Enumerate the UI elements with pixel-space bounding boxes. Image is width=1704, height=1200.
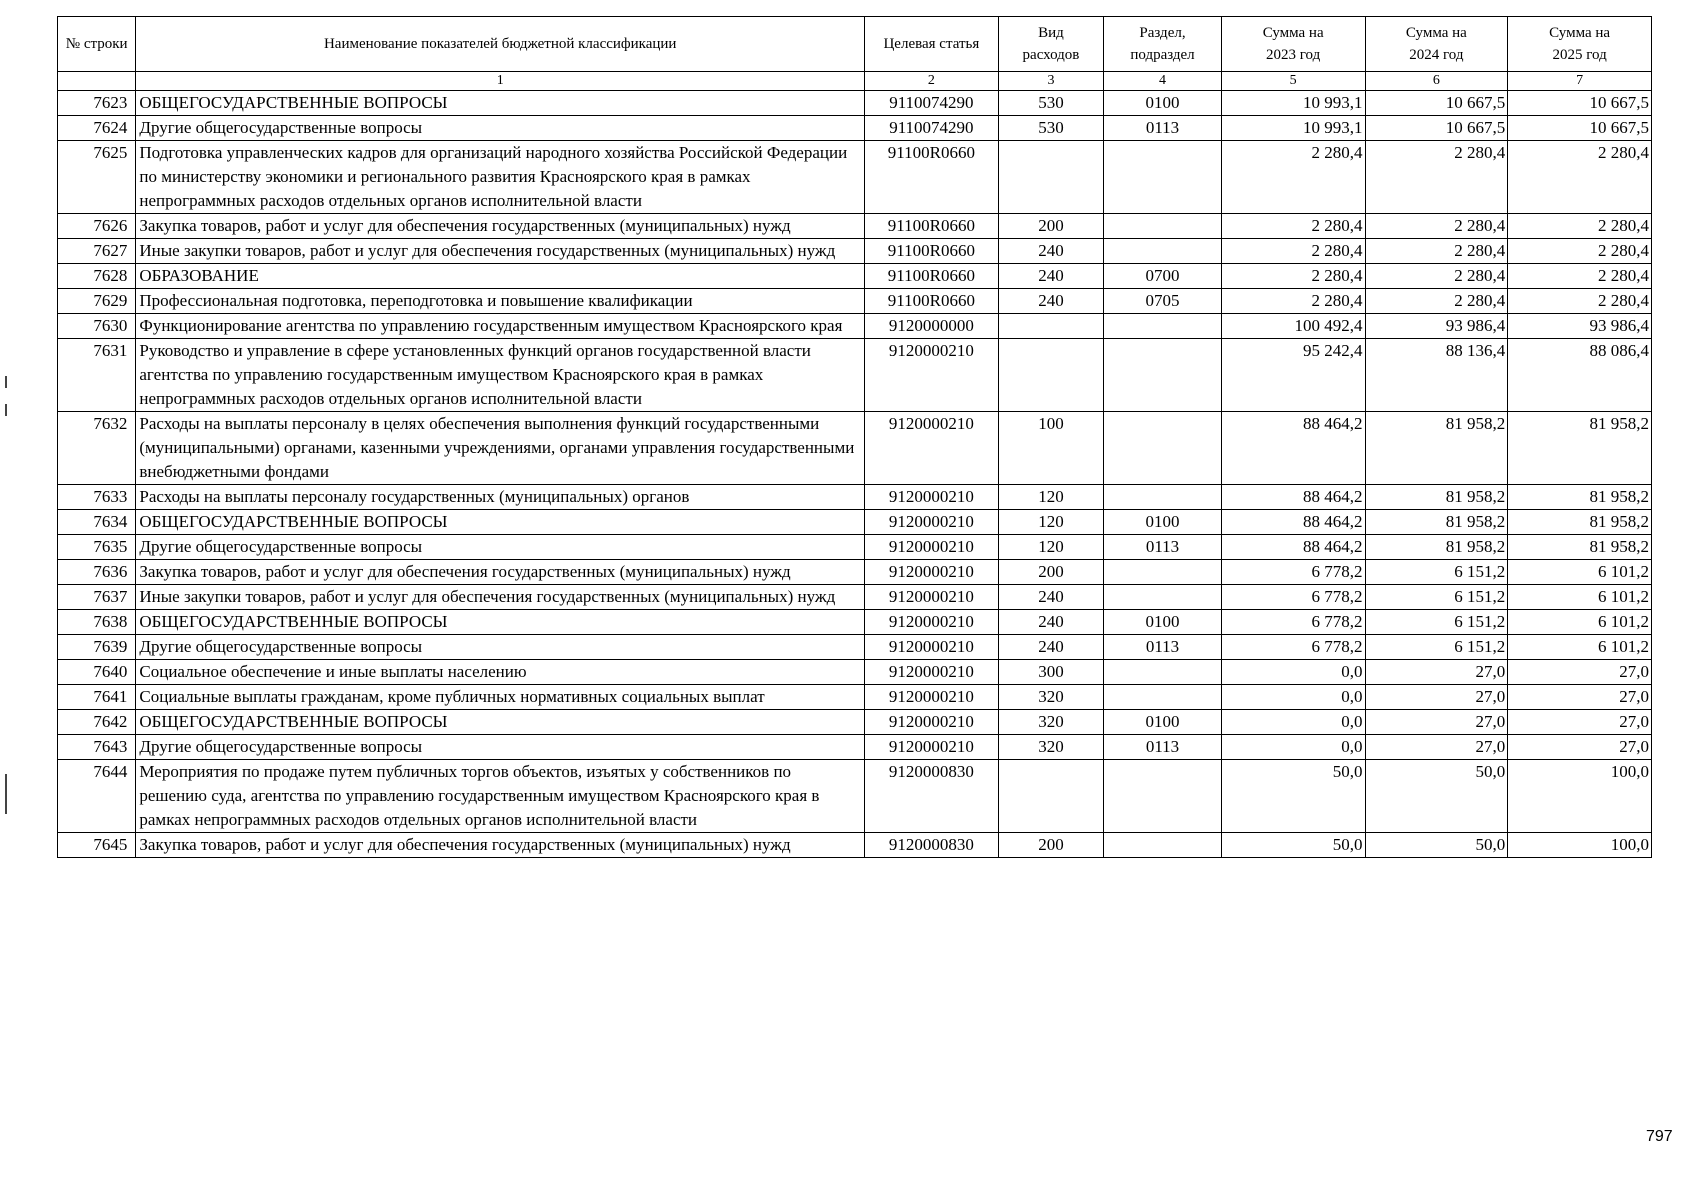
row-number-cell: 7635 [58, 535, 136, 560]
table-row [58, 289, 1652, 314]
section-cell: 0100 [1104, 91, 1222, 116]
sum-2025-cell: 2 280,4 [1508, 141, 1652, 214]
expense-kind-cell: 320 [998, 685, 1104, 710]
sum-2025-cell: 6 101,2 [1508, 560, 1652, 585]
row-number-cell: 7629 [58, 289, 136, 314]
sum-2024-cell: 6 151,2 [1365, 560, 1508, 585]
expense-kind-cell: 240 [998, 289, 1104, 314]
sum-2025-cell: 2 280,4 [1508, 264, 1652, 289]
expense-kind-cell [998, 760, 1104, 833]
section-cell: 0100 [1104, 710, 1222, 735]
expense-kind-cell: 200 [998, 214, 1104, 239]
table-row [58, 485, 1652, 510]
sum-2023-cell: 50,0 [1221, 760, 1365, 833]
table-header [58, 17, 1652, 91]
sum-2025-cell: 2 280,4 [1508, 239, 1652, 264]
target-article-cell: 9120000210 [865, 610, 999, 635]
indicator-name-cell: Закупка товаров, работ и услуг для обеспечения государственных (муниципальных) нужд [136, 214, 865, 239]
sum-2025-cell: 93 986,4 [1508, 314, 1652, 339]
sum-2025-cell: 27,0 [1508, 685, 1652, 710]
sum-2023-cell: 6 778,2 [1221, 610, 1365, 635]
section-cell [1104, 685, 1222, 710]
row-number-cell: 7644 [58, 760, 136, 833]
section-cell [1104, 239, 1222, 264]
header-sum-2024: Сумма на 2024 год [1365, 17, 1508, 72]
sum-2024-cell: 2 280,4 [1365, 239, 1508, 264]
table-row [58, 535, 1652, 560]
sum-2023-cell: 0,0 [1221, 735, 1365, 760]
table-row [58, 116, 1652, 141]
column-number: 3 [998, 72, 1104, 91]
header-name: Наименование показателей бюджетной классификации [136, 17, 865, 72]
target-article-cell: 91100R0660 [865, 141, 999, 214]
indicator-name-cell: Другие общегосударственные вопросы [136, 735, 865, 760]
table-row [58, 760, 1652, 833]
page-number: 797 [1646, 1128, 1673, 1145]
column-number: 7 [1508, 72, 1652, 91]
sum-2023-cell: 2 280,4 [1221, 214, 1365, 239]
indicator-name-cell: ОБЩЕГОСУДАРСТВЕННЫЕ ВОПРОСЫ [136, 610, 865, 635]
sum-2023-cell: 6 778,2 [1221, 560, 1365, 585]
header-row-number: № строки [58, 17, 136, 72]
row-number-cell: 7645 [58, 833, 136, 858]
target-article-cell: 91100R0660 [865, 289, 999, 314]
sum-2025-cell: 81 958,2 [1508, 535, 1652, 560]
section-cell [1104, 412, 1222, 485]
sum-2024-cell: 27,0 [1365, 735, 1508, 760]
row-number-cell: 7643 [58, 735, 136, 760]
column-number: 5 [1221, 72, 1365, 91]
expense-kind-cell: 530 [998, 91, 1104, 116]
indicator-name-cell: ОБЩЕГОСУДАРСТВЕННЫЕ ВОПРОСЫ [136, 710, 865, 735]
sum-2024-cell: 81 958,2 [1365, 485, 1508, 510]
indicator-name-cell: Другие общегосударственные вопросы [136, 116, 865, 141]
sum-2024-cell: 93 986,4 [1365, 314, 1508, 339]
expense-kind-cell: 200 [998, 560, 1104, 585]
section-cell: 0113 [1104, 635, 1222, 660]
sum-2025-cell: 10 667,5 [1508, 91, 1652, 116]
expense-kind-cell: 240 [998, 239, 1104, 264]
section-cell [1104, 339, 1222, 412]
expense-kind-cell: 120 [998, 510, 1104, 535]
sum-2023-cell: 2 280,4 [1221, 264, 1365, 289]
sum-2024-cell: 81 958,2 [1365, 535, 1508, 560]
row-number-cell: 7642 [58, 710, 136, 735]
target-article-cell: 91100R0660 [865, 239, 999, 264]
expense-kind-cell: 240 [998, 585, 1104, 610]
sum-2024-cell: 2 280,4 [1365, 289, 1508, 314]
target-article-cell: 9120000210 [865, 535, 999, 560]
sum-2024-cell: 27,0 [1365, 660, 1508, 685]
row-number-cell: 7638 [58, 610, 136, 635]
row-number-cell: 7639 [58, 635, 136, 660]
sum-2023-cell: 0,0 [1221, 685, 1365, 710]
sum-2025-cell: 100,0 [1508, 760, 1652, 833]
section-cell: 0705 [1104, 289, 1222, 314]
column-number-row [58, 72, 1652, 91]
sum-2024-cell: 81 958,2 [1365, 412, 1508, 485]
sum-2024-cell: 2 280,4 [1365, 141, 1508, 214]
sum-2024-cell: 6 151,2 [1365, 635, 1508, 660]
indicator-name-cell: Функционирование агентства по управлению государственным имуществом Красноярского края [136, 314, 865, 339]
indicator-name-cell: Иные закупки товаров, работ и услуг для обеспечения государственных (муниципальных) нужд [136, 585, 865, 610]
row-number-cell: 7626 [58, 214, 136, 239]
table-row [58, 560, 1652, 585]
row-number-cell: 7630 [58, 314, 136, 339]
row-number-cell: 7632 [58, 412, 136, 485]
sum-2025-cell: 2 280,4 [1508, 214, 1652, 239]
section-cell: 0100 [1104, 510, 1222, 535]
expense-kind-cell: 240 [998, 264, 1104, 289]
target-article-cell: 9120000210 [865, 635, 999, 660]
table-row [58, 214, 1652, 239]
expense-kind-cell: 530 [998, 116, 1104, 141]
expense-kind-cell: 120 [998, 485, 1104, 510]
sum-2025-cell: 27,0 [1508, 735, 1652, 760]
target-article-cell: 9120000210 [865, 412, 999, 485]
table-row [58, 585, 1652, 610]
sum-2024-cell: 50,0 [1365, 760, 1508, 833]
table-row [58, 339, 1652, 412]
header-sum-2023: Сумма на 2023 год [1221, 17, 1365, 72]
sum-2024-cell: 6 151,2 [1365, 585, 1508, 610]
expense-kind-cell [998, 339, 1104, 412]
expense-kind-cell: 320 [998, 710, 1104, 735]
row-number-cell: 7627 [58, 239, 136, 264]
sum-2024-cell: 27,0 [1365, 710, 1508, 735]
indicator-name-cell: Иные закупки товаров, работ и услуг для обеспечения государственных (муниципальных) нужд [136, 239, 865, 264]
target-article-cell: 91100R0660 [865, 264, 999, 289]
indicator-name-cell: Подготовка управленческих кадров для организаций народного хозяйства Российской Федерации по министерству экономики и регионального развития Красноярского края в рамках непрограммных расходов отдельных органов исполнительной власти [136, 141, 865, 214]
target-article-cell: 9120000830 [865, 833, 999, 858]
indicator-name-cell: Закупка товаров, работ и услуг для обеспечения государственных (муниципальных) нужд [136, 560, 865, 585]
sum-2023-cell: 0,0 [1221, 660, 1365, 685]
expense-kind-cell: 200 [998, 833, 1104, 858]
table-row [58, 710, 1652, 735]
sum-2023-cell: 2 280,4 [1221, 289, 1365, 314]
expense-kind-cell: 320 [998, 735, 1104, 760]
column-number: 1 [136, 72, 865, 91]
indicator-name-cell: Социальное обеспечение и иные выплаты населению [136, 660, 865, 685]
sum-2024-cell: 2 280,4 [1365, 264, 1508, 289]
section-cell: 0100 [1104, 610, 1222, 635]
sum-2025-cell: 6 101,2 [1508, 585, 1652, 610]
target-article-cell: 9120000210 [865, 560, 999, 585]
table-row [58, 833, 1652, 858]
sum-2023-cell: 88 464,2 [1221, 485, 1365, 510]
section-cell [1104, 660, 1222, 685]
sum-2023-cell: 88 464,2 [1221, 535, 1365, 560]
section-cell [1104, 141, 1222, 214]
expense-kind-cell: 240 [998, 610, 1104, 635]
indicator-name-cell: Профессиональная подготовка, переподготовка и повышение квалификации [136, 289, 865, 314]
row-number-cell: 7641 [58, 685, 136, 710]
table-row [58, 412, 1652, 485]
sum-2023-cell: 88 464,2 [1221, 510, 1365, 535]
table-body [58, 91, 1652, 858]
sum-2023-cell: 50,0 [1221, 833, 1365, 858]
expense-kind-cell: 300 [998, 660, 1104, 685]
table-row [58, 735, 1652, 760]
sum-2023-cell: 10 993,1 [1221, 116, 1365, 141]
sum-2025-cell: 6 101,2 [1508, 610, 1652, 635]
indicator-name-cell: Социальные выплаты гражданам, кроме публичных нормативных социальных выплат [136, 685, 865, 710]
target-article-cell: 9120000210 [865, 660, 999, 685]
sum-2023-cell: 2 280,4 [1221, 141, 1365, 214]
sum-2023-cell: 95 242,4 [1221, 339, 1365, 412]
table-row [58, 610, 1652, 635]
section-cell [1104, 560, 1222, 585]
section-cell [1104, 214, 1222, 239]
sum-2025-cell: 100,0 [1508, 833, 1652, 858]
scan-artifact-mark [5, 774, 7, 814]
row-number-cell: 7633 [58, 485, 136, 510]
table-row [58, 510, 1652, 535]
row-number-cell: 7623 [58, 91, 136, 116]
sum-2024-cell: 50,0 [1365, 833, 1508, 858]
sum-2023-cell: 88 464,2 [1221, 412, 1365, 485]
sum-2024-cell: 2 280,4 [1365, 214, 1508, 239]
sum-2025-cell: 81 958,2 [1508, 510, 1652, 535]
sum-2023-cell: 2 280,4 [1221, 239, 1365, 264]
sum-2024-cell: 6 151,2 [1365, 610, 1508, 635]
target-article-cell: 9120000210 [865, 685, 999, 710]
table-row [58, 239, 1652, 264]
section-cell: 0113 [1104, 735, 1222, 760]
table-row [58, 141, 1652, 214]
header-expense-kind: Вид расходов [998, 17, 1104, 72]
section-cell [1104, 833, 1222, 858]
indicator-name-cell: Расходы на выплаты персоналу в целях обеспечения выполнения функций государственными (муниципальными) органами, казенными учреждениями, органами управления государственными внебюджетными фондами [136, 412, 865, 485]
sum-2024-cell: 88 136,4 [1365, 339, 1508, 412]
row-number-cell: 7640 [58, 660, 136, 685]
row-number-cell: 7634 [58, 510, 136, 535]
target-article-cell: 9110074290 [865, 116, 999, 141]
row-number-cell: 7625 [58, 141, 136, 214]
expense-kind-cell: 100 [998, 412, 1104, 485]
indicator-name-cell: ОБЩЕГОСУДАРСТВЕННЫЕ ВОПРОСЫ [136, 91, 865, 116]
header-sum-2025: Сумма на 2025 год [1508, 17, 1652, 72]
row-number-cell: 7628 [58, 264, 136, 289]
expense-kind-cell: 240 [998, 635, 1104, 660]
sum-2025-cell: 81 958,2 [1508, 485, 1652, 510]
indicator-name-cell: ОБРАЗОВАНИЕ [136, 264, 865, 289]
sum-2023-cell: 10 993,1 [1221, 91, 1365, 116]
section-cell [1104, 485, 1222, 510]
sum-2025-cell: 27,0 [1508, 660, 1652, 685]
section-cell [1104, 314, 1222, 339]
expense-kind-cell [998, 141, 1104, 214]
indicator-name-cell: Другие общегосударственные вопросы [136, 635, 865, 660]
indicator-name-cell: Закупка товаров, работ и услуг для обеспечения государственных (муниципальных) нужд [136, 833, 865, 858]
target-article-cell: 9120000000 [865, 314, 999, 339]
indicator-name-cell: ОБЩЕГОСУДАРСТВЕННЫЕ ВОПРОСЫ [136, 510, 865, 535]
target-article-cell: 9120000210 [865, 710, 999, 735]
sum-2024-cell: 81 958,2 [1365, 510, 1508, 535]
sum-2025-cell: 10 667,5 [1508, 116, 1652, 141]
target-article-cell: 9120000210 [865, 510, 999, 535]
target-article-cell: 9120000210 [865, 485, 999, 510]
table-row [58, 264, 1652, 289]
sum-2023-cell: 100 492,4 [1221, 314, 1365, 339]
table-row [58, 660, 1652, 685]
sum-2025-cell: 27,0 [1508, 710, 1652, 735]
scan-artifact-mark [5, 404, 7, 416]
sum-2025-cell: 6 101,2 [1508, 635, 1652, 660]
scan-artifact-mark [5, 376, 7, 388]
sum-2024-cell: 10 667,5 [1365, 116, 1508, 141]
table-row [58, 635, 1652, 660]
column-number: 6 [1365, 72, 1508, 91]
row-number-cell: 7637 [58, 585, 136, 610]
sum-2025-cell: 81 958,2 [1508, 412, 1652, 485]
target-article-cell: 9120000210 [865, 339, 999, 412]
section-cell: 0700 [1104, 264, 1222, 289]
row-number-cell: 7631 [58, 339, 136, 412]
target-article-cell: 9120000830 [865, 760, 999, 833]
sum-2023-cell: 0,0 [1221, 710, 1365, 735]
sum-2025-cell: 88 086,4 [1508, 339, 1652, 412]
sum-2024-cell: 10 667,5 [1365, 91, 1508, 116]
sum-2024-cell: 27,0 [1365, 685, 1508, 710]
section-cell: 0113 [1104, 116, 1222, 141]
target-article-cell: 9120000210 [865, 735, 999, 760]
budget-classification-table [57, 16, 1652, 858]
section-cell [1104, 760, 1222, 833]
budget-table-sheet [57, 16, 1652, 858]
header-section: Раздел, подраздел [1104, 17, 1222, 72]
table-row [58, 91, 1652, 116]
column-number: 2 [865, 72, 999, 91]
section-cell [1104, 585, 1222, 610]
row-number-cell: 7636 [58, 560, 136, 585]
target-article-cell: 9110074290 [865, 91, 999, 116]
table-row [58, 314, 1652, 339]
table-row [58, 685, 1652, 710]
indicator-name-cell: Расходы на выплаты персоналу государственных (муниципальных) органов [136, 485, 865, 510]
expense-kind-cell [998, 314, 1104, 339]
header-target-article: Целевая статья [865, 17, 999, 72]
target-article-cell: 91100R0660 [865, 214, 999, 239]
row-number-cell: 7624 [58, 116, 136, 141]
expense-kind-cell: 120 [998, 535, 1104, 560]
sum-2023-cell: 6 778,2 [1221, 635, 1365, 660]
sum-2025-cell: 2 280,4 [1508, 289, 1652, 314]
indicator-name-cell: Другие общегосударственные вопросы [136, 535, 865, 560]
indicator-name-cell: Мероприятия по продаже путем публичных торгов объектов, изъятых у собственников по решению суда, агентства по управлению государственным имуществом Красноярского края в рамках непрограммных расходов отдельных органов исполнительной власти [136, 760, 865, 833]
sum-2023-cell: 6 778,2 [1221, 585, 1365, 610]
section-cell: 0113 [1104, 535, 1222, 560]
column-number: 4 [1104, 72, 1222, 91]
target-article-cell: 9120000210 [865, 585, 999, 610]
indicator-name-cell: Руководство и управление в сфере установленных функций органов государственной власти агентства по управлению государственным имуществом Красноярского края в рамках непрограммных расходов отдельных органов исполнительной власти [136, 339, 865, 412]
column-number [58, 72, 136, 91]
